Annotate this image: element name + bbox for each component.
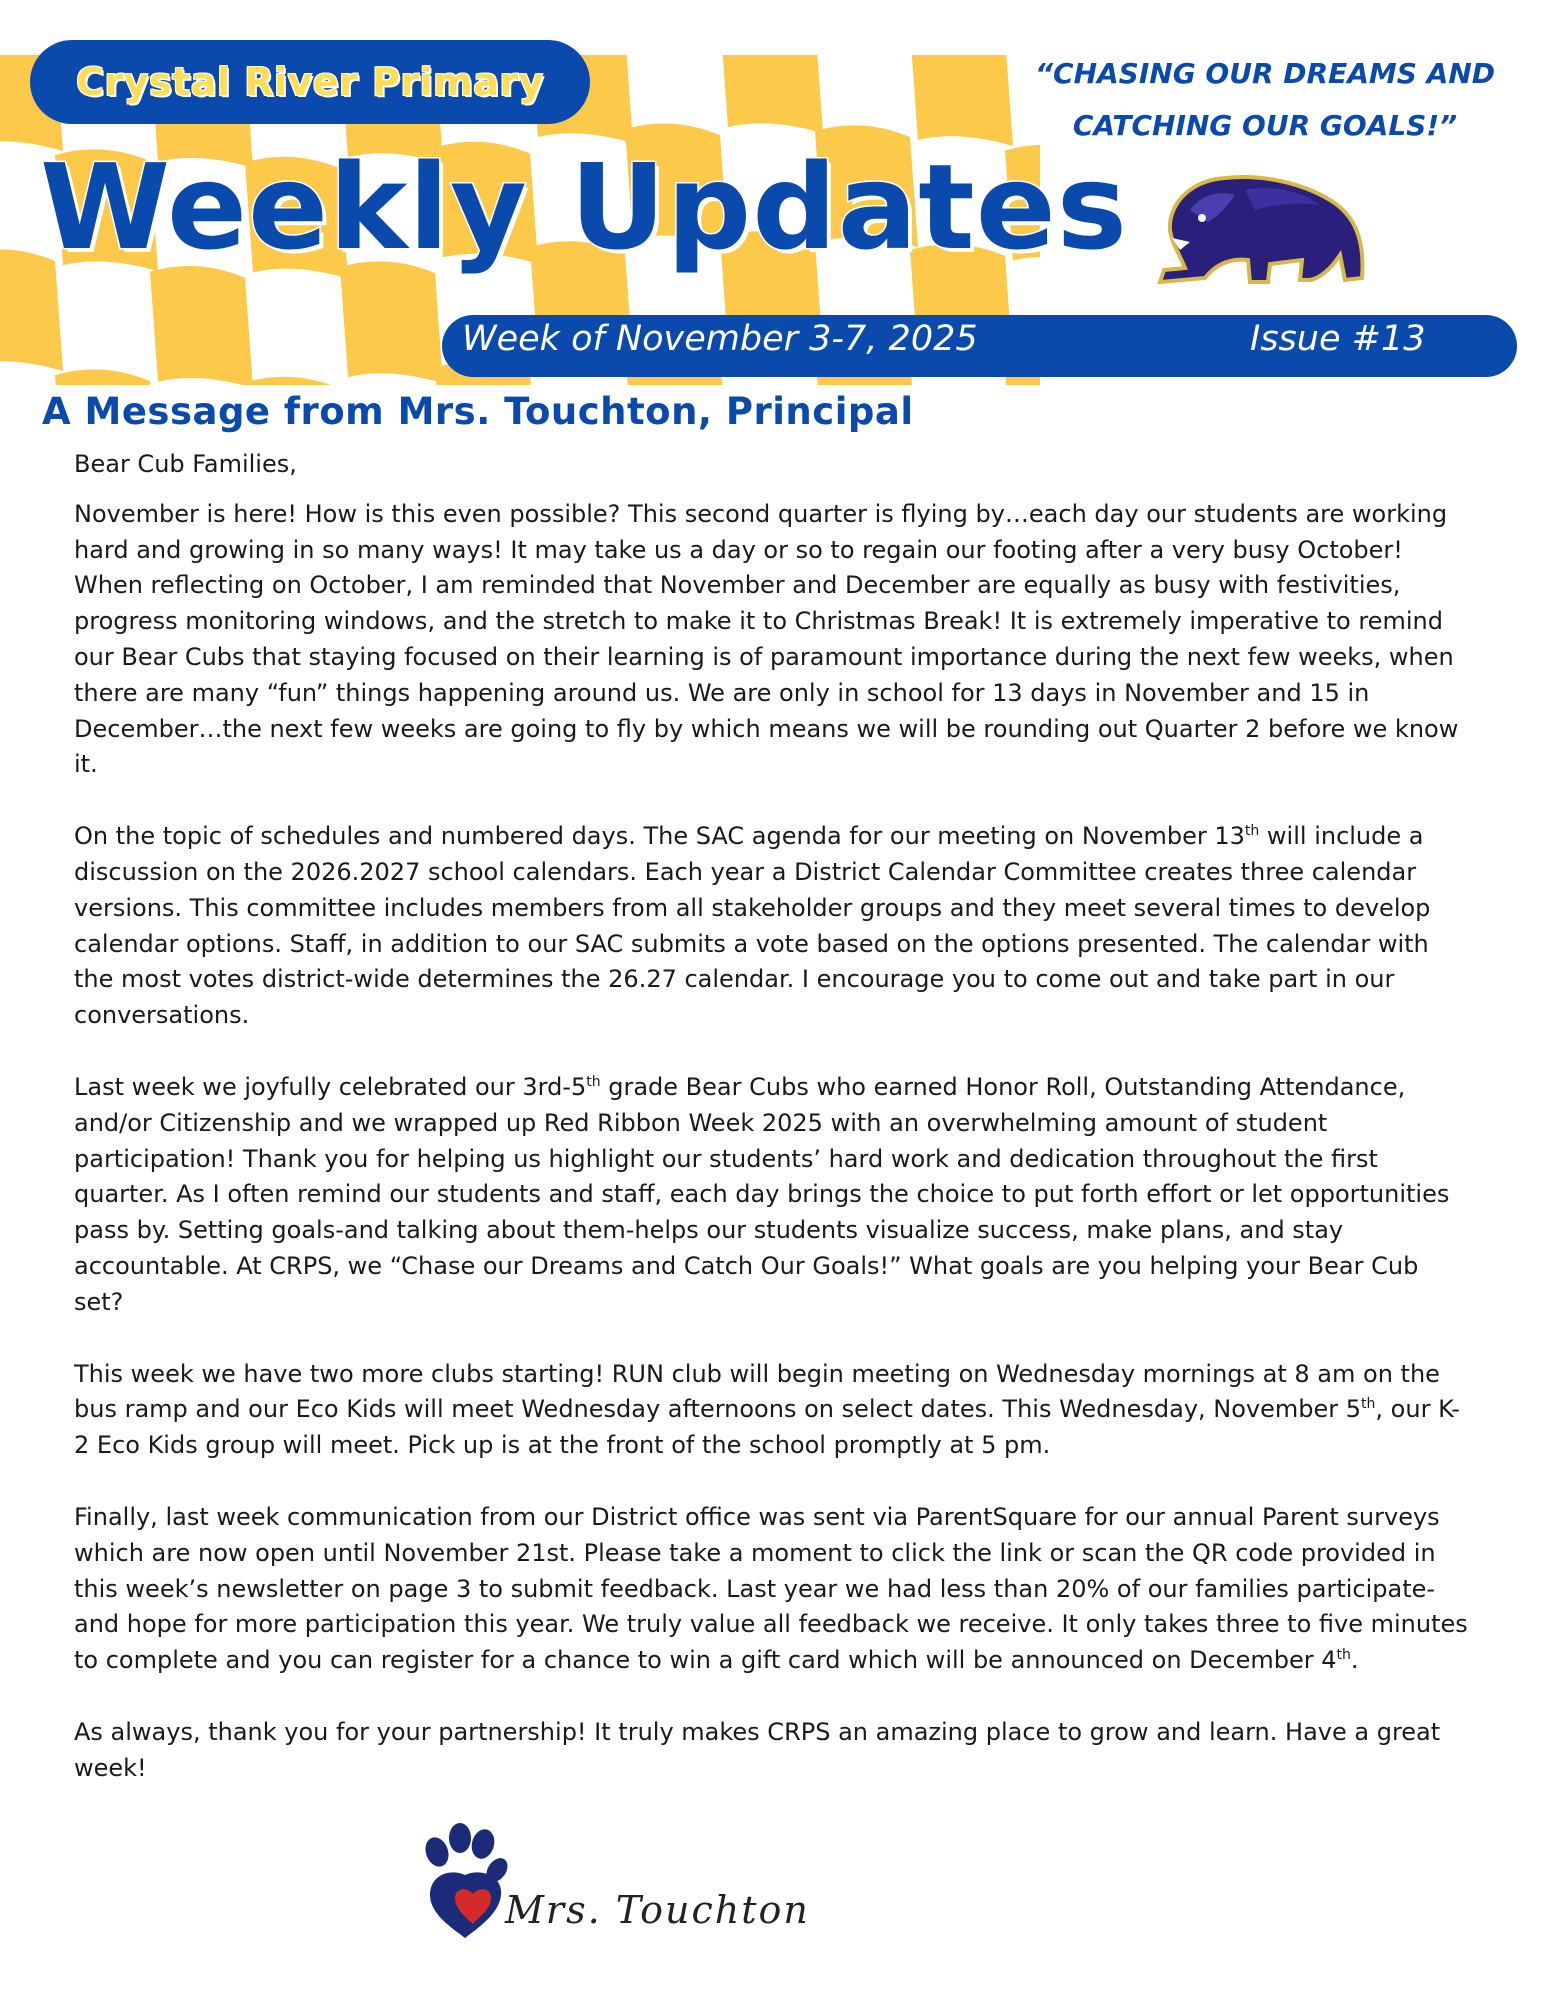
letter-paragraph-5 xyxy=(74,1500,1474,1679)
issue-number: Issue #13 xyxy=(1250,319,1426,359)
paw-heart-icon xyxy=(415,1820,515,1945)
p3-text-a: Last week we joyfully celebrated our 3rd-5 xyxy=(74,1072,587,1101)
letter-paragraph-3 xyxy=(74,1070,1474,1321)
school-name: Crystal River Primary xyxy=(76,60,544,104)
letter-paragraph-1: November is here! How is this even possible? This second quarter is flying by…each day our students are working hard and growing in so many ways! It may take us a day or so to regain our footing after a very busy October! When reflecting on October, I am reminded that November and December are equally as busy with festivities, progress monitoring windows, and the stretch to make it to Christmas Break! It is extremely imperative to remind our Bear Cubs that staying focused on their learning is of paramount importance during the next few weeks, when there are many “fun” things happening around us. We are only in school for 13 days in November and 15 in December…the next few weeks are going to fly by which means we will be rounding out Quarter 2 before we know it. xyxy=(74,499,1459,779)
motto-line-2: CATCHING OUR GOALS!” xyxy=(1072,109,1458,142)
p2-superscript: th xyxy=(1244,823,1260,840)
school-name-badge xyxy=(30,40,590,124)
checker-tile xyxy=(910,55,1013,146)
p4-text-b: , our K-2 Eco Kids group will meet. Pick up is at the front of the school promptly at 5 pm. xyxy=(74,1395,1460,1460)
checker-tile xyxy=(340,261,443,383)
motto-line-1: “CHASING OUR DREAMS AND xyxy=(1035,57,1496,90)
principal-letter xyxy=(74,447,1474,1823)
week-dates: Week of November 3-7, 2025 xyxy=(462,319,978,359)
letter-greeting: Bear Cub Families, xyxy=(74,450,297,478)
checker-tile xyxy=(245,377,348,385)
school-motto xyxy=(1035,48,1495,152)
checker-tile xyxy=(55,369,158,385)
checker-tile xyxy=(720,55,823,133)
p3-text-b: grade Bear Cubs who earned Honor Roll, Outstanding Attendance, and/or Citizenship and we wrapped up Red Ribbon Week 2025 with an overwhelming amount of student participation! Thank you for helping us highlight our students’ hard work and dedication throughout the first quarter. As I often remind our students and staff, each day brings the choice to put forth effort or let opportunities pass by. Setting goals-and talking about them-helps our students visualize success, make plans, and stay accountable. At CRPS, we “Chase our Dreams and Catch Our Goals!” What goals are you helping your Bear Cub set? xyxy=(74,1072,1450,1316)
p2-text-b: will include a discussion on the 2026.2027 school calendars. Each year a District Calendar Committee creates three calendar versions. This committee includes members from all stakeholder groups and they meet several times to develop calendar options. Staff, in addition to our SAC submits a vote based on the options presented. The calendar with the most votes district-wide determines the 26.27 calendar. I encourage you to come out and take part in our conversations. xyxy=(74,822,1431,1030)
message-heading: A Message from Mrs. Touchton, Principal xyxy=(42,390,914,433)
letter-paragraph-2 xyxy=(74,819,1474,1034)
p5-text-a: Finally, last week communication from our District office was sent via ParentSquare for our annual Parent surveys which are now open until November 21st. Please take a moment to click the link or scan the QR code provided in this week’s newsletter on page 3 to submit feedback. Last year we had less than 20% of our families participate- and hope for more participation this year. We truly value all feedback we receive. It only takes three to five minutes to complete and you can register for a chance to win a gift card which will be announced on December 4 xyxy=(74,1502,1468,1675)
letter-paragraph-4 xyxy=(74,1357,1474,1464)
p5-text-b: . xyxy=(1350,1646,1359,1675)
newsletter-title: Weekly Updates xyxy=(40,138,1128,276)
p4-text-a: This week we have two more clubs starting! RUN club will begin meeting on Wednesday mornings at 8 am on the bus ramp and our Eco Kids will meet Wednesday afternoons on select dates. This Wednesday, November 5 xyxy=(74,1359,1440,1424)
checker-tile xyxy=(150,266,253,385)
letter-paragraph-6: As always, thank you for your partnership! It truly makes CRPS an amazing place to grow and learn. Have a great week! xyxy=(74,1717,1441,1782)
p2-text-a: On the topic of schedules and numbered days. The SAC agenda for our meeting on November 13 xyxy=(74,822,1245,851)
principal-signature: Mrs. Touchton xyxy=(505,1888,810,1932)
p4-superscript: th xyxy=(1361,1396,1376,1413)
p5-superscript: th xyxy=(1336,1647,1351,1664)
p3-superscript: th xyxy=(586,1073,601,1090)
bear-mascot-icon xyxy=(1150,160,1375,295)
